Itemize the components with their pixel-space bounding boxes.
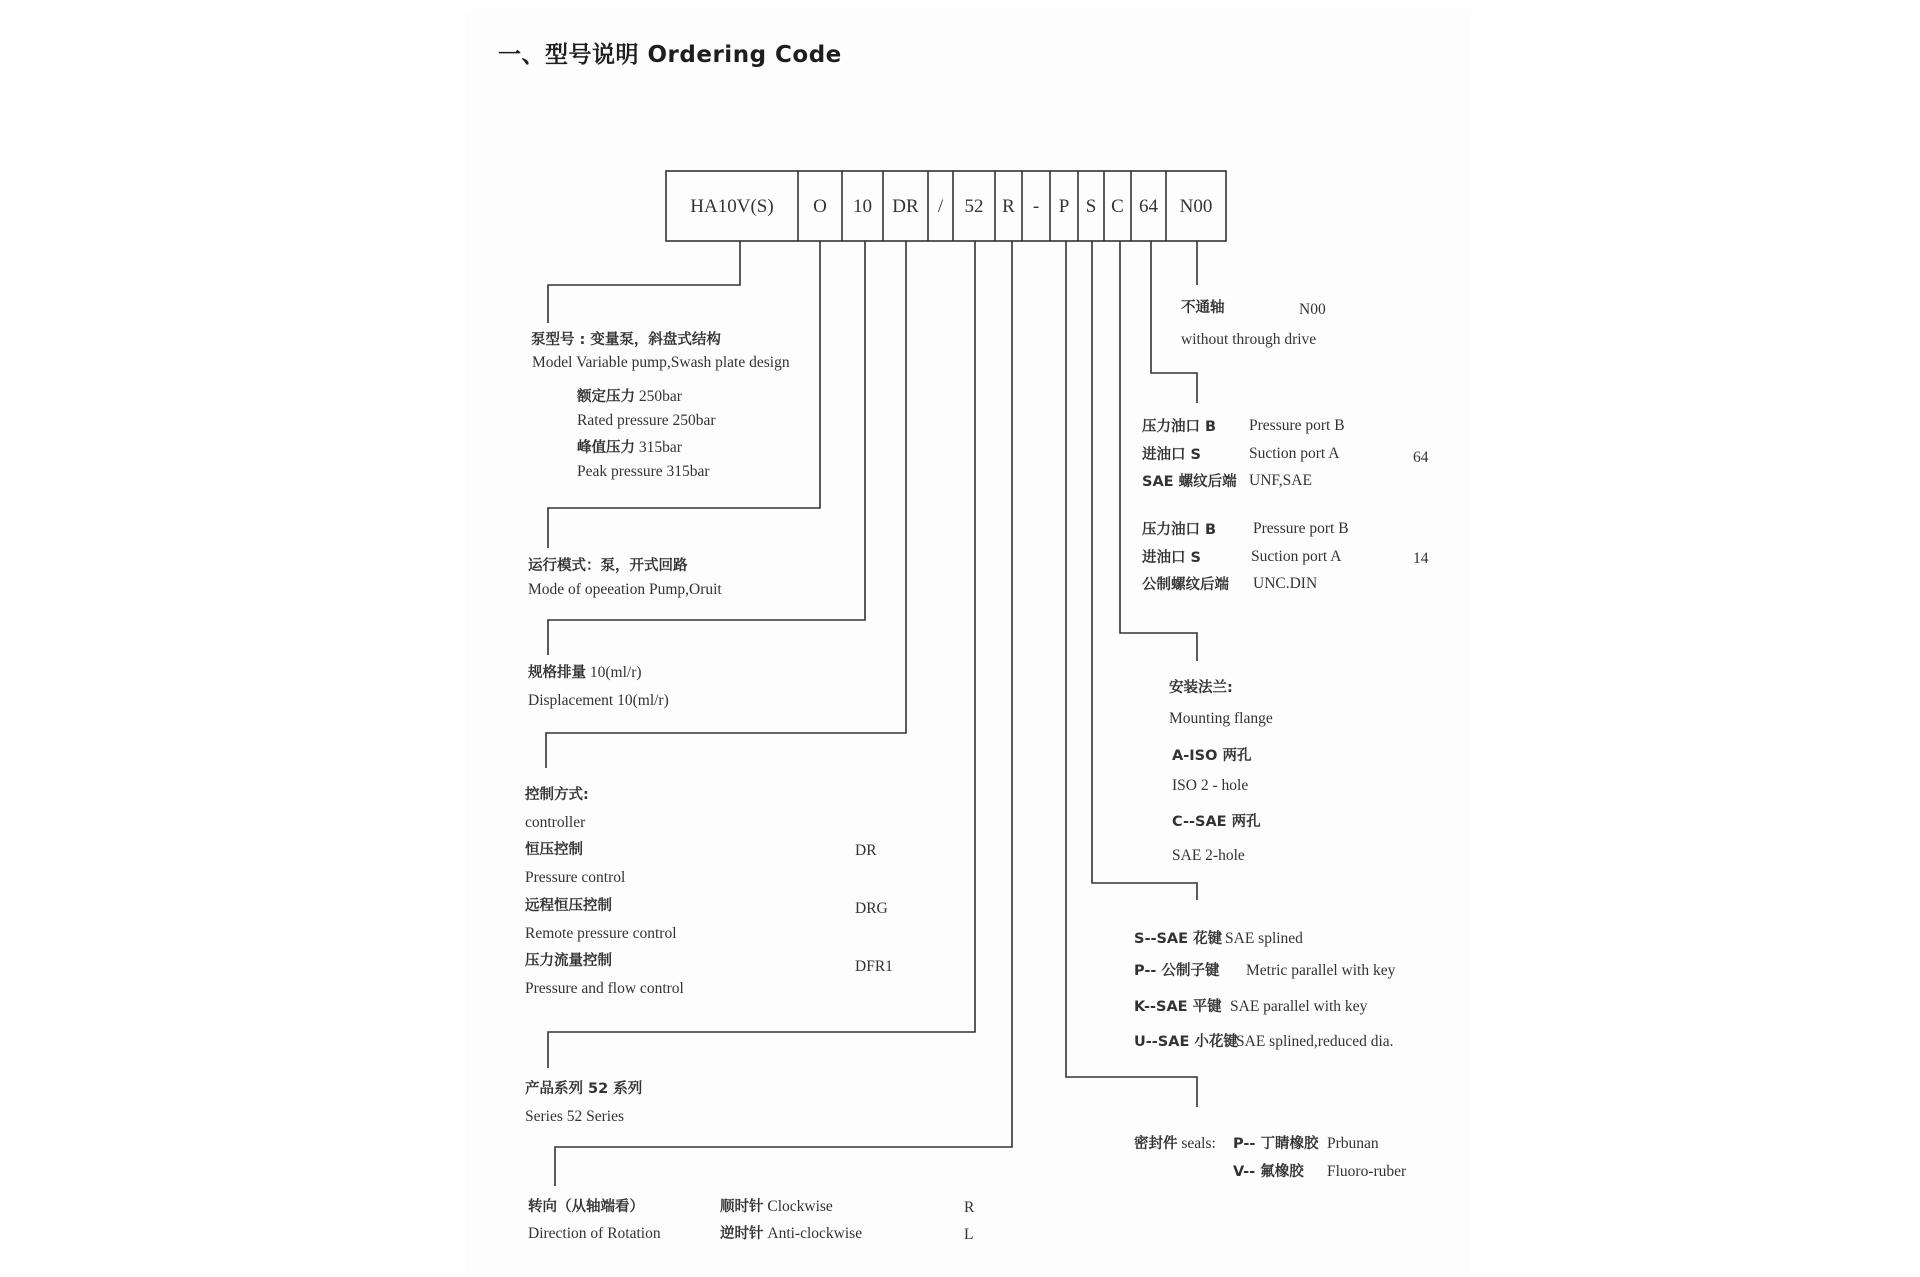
displacement-zh-value: 10(ml/r) [586,664,642,681]
seals-label-en: seals: [1177,1135,1216,1152]
controller-item-zh: 恒压控制 [525,842,583,858]
code-cell-label: N00 [1179,196,1213,217]
rated-pressure-en: Rated pressure 250bar [577,412,716,429]
port-row-en: Pressure port B [1253,520,1349,537]
port-row-en: UNC.DIN [1253,575,1318,592]
rotation-label-en: Direction of Rotation [528,1225,661,1242]
model-label-en: Model Variable pump,Swash plate design [532,354,790,371]
seals-label [1134,1135,1216,1153]
rated-pressure-zh [577,388,682,406]
flange-label-zh: 安装法兰: [1169,680,1233,696]
code-cell-label: S [1085,196,1097,217]
controller-item-code: DRG [855,900,888,917]
code-cell-label: DR [892,196,919,217]
shaft-code: K--SAE 平键 [1134,999,1222,1015]
page-title: 一、型号说明 Ordering Code [498,42,842,68]
code-cell-label: HA10V(S) [690,196,774,217]
port-row-zh: SAE 螺纹后端 [1142,474,1237,490]
port-row-en: Suction port A [1249,445,1340,462]
flange-c-en: SAE 2-hole [1172,847,1245,864]
rotation-ccw [720,1225,862,1243]
controller-item-en: Pressure and flow control [525,980,684,997]
port-row-zh: 压力油口 B [1142,522,1217,538]
peak-pressure-zh [577,439,682,457]
shaft-code: S--SAE 花键 [1134,931,1223,947]
controller-item-code: DFR1 [855,958,893,975]
rotation-cw-zh: 顺时针 [720,1199,764,1215]
rated-pressure-zh-label: 额定压力 [577,389,635,405]
code-cell-label: O [813,196,827,217]
displacement-zh [528,664,642,682]
code-cell-label: R [1002,196,1015,217]
shaft-desc: SAE parallel with key [1230,998,1368,1015]
controller-item-en: Remote pressure control [525,925,677,942]
port-row-zh: 进油口 S [1142,550,1201,566]
through-drive-code: N00 [1299,301,1326,318]
rotation-label-zh: 转向（从轴端看） [528,1199,644,1215]
through-drive-en: without through drive [1181,331,1317,348]
shaft-code: U--SAE 小花键 [1134,1034,1238,1050]
connector-rotation [555,241,1012,1186]
seal-v-en: Fluoro-ruber [1327,1163,1407,1180]
port-row-zh: 进油口 S [1142,447,1201,463]
shaft-code: P-- 公制子键 [1134,963,1220,979]
rotation-ccw-zh: 逆时针 [720,1226,764,1242]
code-cell-label: 52 [964,196,984,217]
port-row-zh: 公制螺纹后端 [1142,577,1229,593]
controller-item-code: DR [855,842,877,859]
port-row-en: UNF,SAE [1249,472,1312,489]
peak-pressure-zh-label: 峰值压力 [577,440,635,456]
controller-item-zh: 远程恒压控制 [525,898,612,914]
code-cell-label: 10 [853,196,872,217]
controller-label-zh: 控制方式: [525,787,589,803]
shaft-desc: SAE splined [1225,930,1303,947]
rotation-cw-code: R [964,1199,975,1216]
seal-v-zh: V-- 氟橡胶 [1233,1164,1304,1180]
rotation-ccw-code: L [964,1226,974,1243]
controller-item-en: Pressure control [525,869,626,886]
through-drive-zh: 不通轴 [1181,300,1225,316]
port-code: 14 [1413,550,1429,567]
displacement-zh-label: 规格排量 [528,665,586,681]
displacement-en: Displacement 10(ml/r) [528,692,669,709]
port-row-zh: 压力油口 B [1142,419,1217,435]
shaft-desc: SAE splined,reduced dia. [1236,1033,1394,1050]
rotation-cw-en: Clockwise [763,1198,833,1215]
code-cell-label: 64 [1139,196,1158,217]
connector-model [548,241,740,323]
connector-controller [546,241,906,768]
series-zh: 产品系列 52 系列 [525,1081,643,1097]
peak-pressure-en: Peak pressure 315bar [577,463,710,480]
controller-item-zh: 压力流量控制 [525,953,612,969]
rotation-ccw-en: Anti-clockwise [763,1225,863,1242]
code-cell-label: - [1032,196,1040,217]
flange-c-zh: C--SAE 两孔 [1172,814,1261,830]
flange-label-en: Mounting flange [1169,710,1273,727]
model-label-zh: 泵型号 : 变量泵，斜盘式结构 [531,332,721,348]
rotation-cw [720,1198,833,1216]
port-row-en: Suction port A [1251,548,1342,565]
operation-mode-en: Mode of opeeation Pump,Oruit [528,581,722,598]
connector-lines [546,241,1197,1186]
flange-a-en: ISO 2 - hole [1172,777,1249,794]
shaft-desc: Metric parallel with key [1246,962,1396,979]
code-cell-label: / [937,196,944,217]
code-cell-labels [690,196,1212,217]
controller-label-en: controller [525,814,586,831]
operation-mode-zh: 运行模式：泵，开式回路 [528,558,688,574]
code-cell-label: C [1111,196,1124,217]
flange-a-zh: A-ISO 两孔 [1172,748,1252,764]
seal-p-zh: P-- 丁睛橡胶 [1233,1136,1319,1152]
peak-pressure-zh-value: 315bar [635,439,682,456]
code-cell-label: P [1058,196,1070,217]
port-code: 64 [1413,449,1429,466]
port-row-en: Pressure port B [1249,417,1345,434]
series-en: Series 52 Series [525,1108,625,1125]
seal-p-en: Prbunan [1327,1135,1379,1152]
rated-pressure-zh-value: 250bar [635,388,682,405]
seals-label-zh: 密封件 [1134,1136,1178,1152]
connector-ports [1151,241,1197,403]
